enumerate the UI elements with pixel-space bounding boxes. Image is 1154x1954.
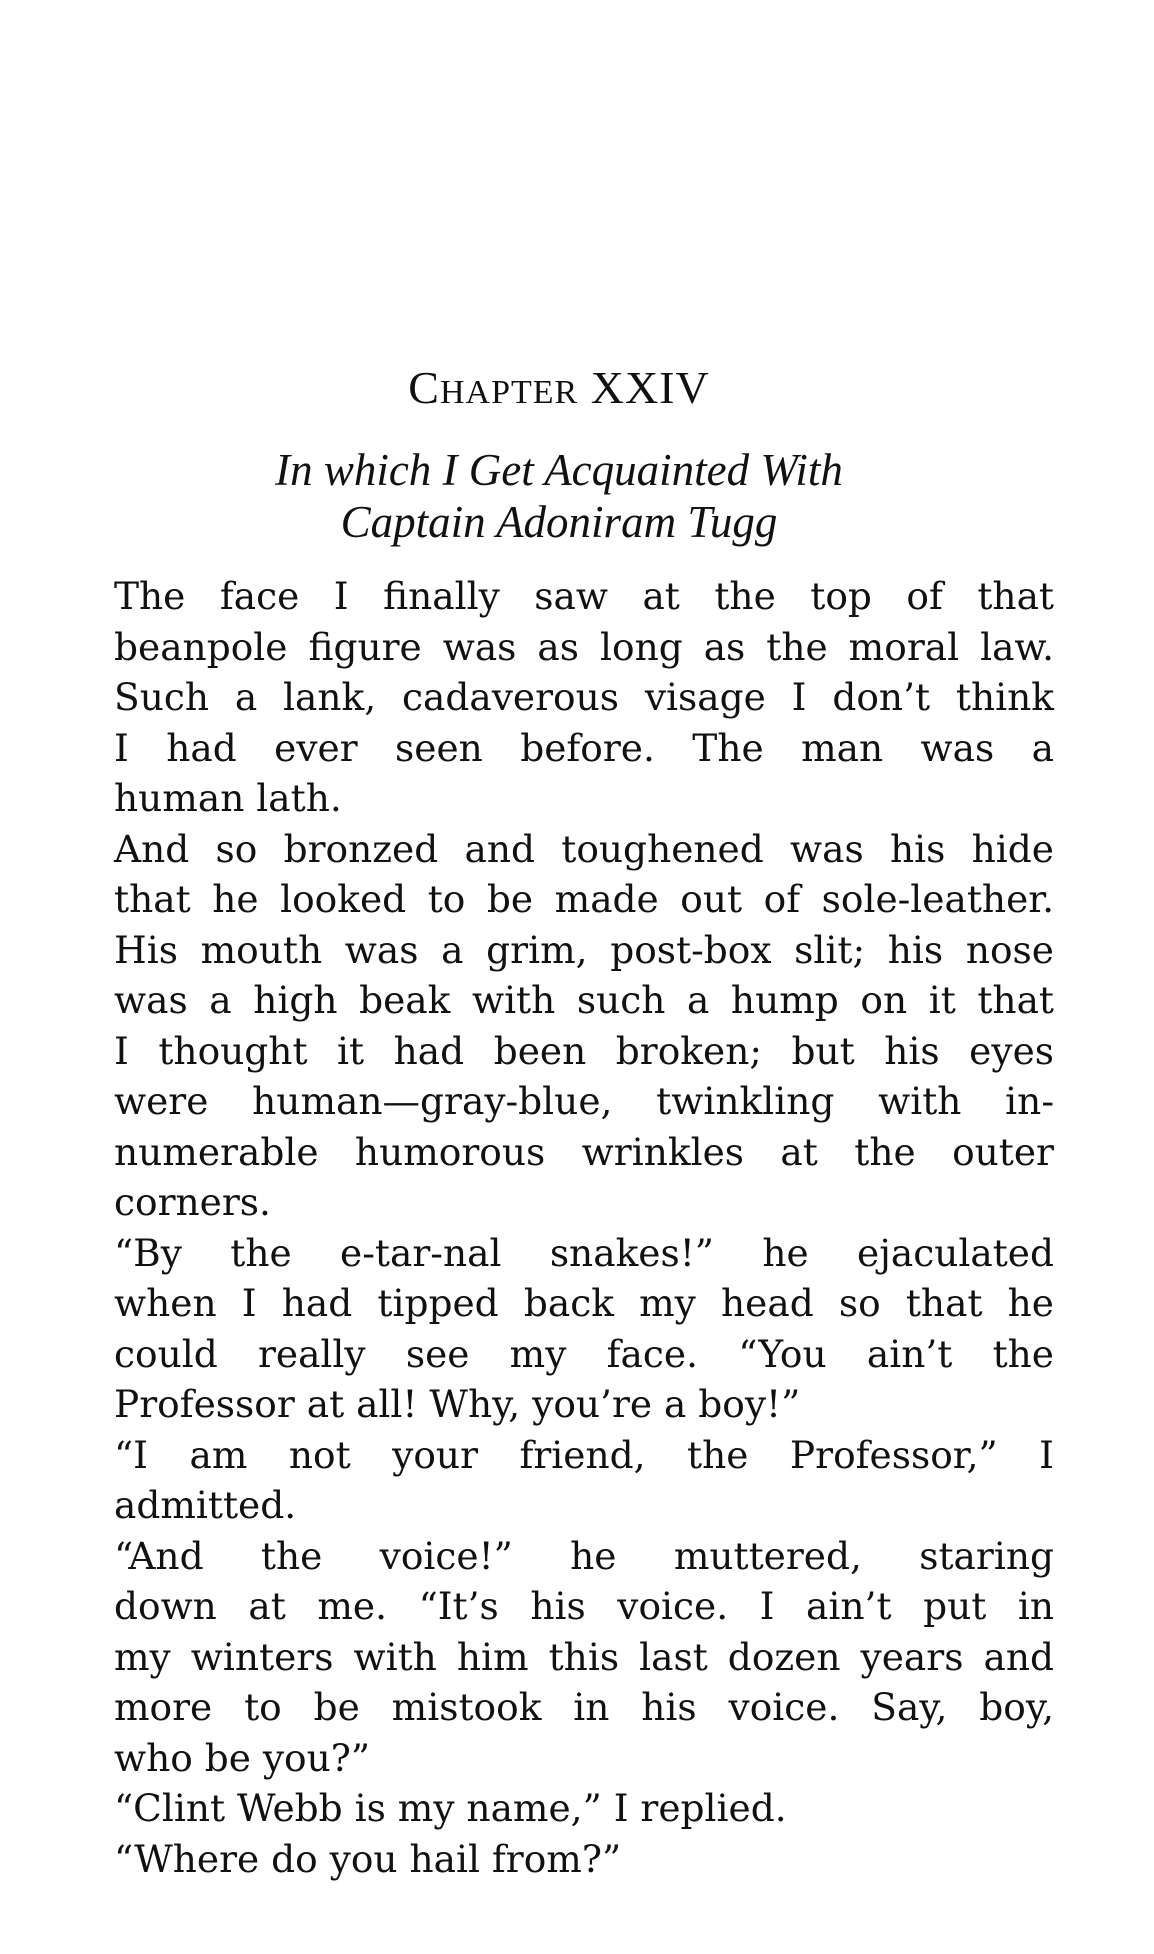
paragraph (64, 824, 1054, 1228)
text-line: that he looked to be made out of sole-leather. (114, 877, 1054, 921)
text-line: admitted. (114, 1483, 297, 1527)
book-page (64, 0, 1054, 1954)
text-line: I thought it had been broken; but his eyes (114, 1028, 1054, 1073)
text-line: was a high beak with such a hump on it that (114, 978, 1054, 1022)
text-line: numerable humorous wrinkles at the outer (114, 1129, 1054, 1174)
paragraph (64, 1430, 1054, 1531)
text-line: His mouth was a grim, post-box slit; his nose (114, 927, 1054, 972)
paragraph (64, 1783, 1054, 1834)
text-line: my winters with him this last dozen years and (114, 1634, 1054, 1679)
chapter-heading-word: HAPTER (439, 374, 579, 411)
text-line: corners. (114, 1180, 271, 1224)
chapter-subtitle-line: Captain Adoniram Tugg (340, 497, 778, 547)
paragraph (64, 571, 1054, 824)
text-line: could really see my face. “You ain’t the (114, 1331, 1054, 1376)
text-line: The face I finally saw at the top of that (114, 574, 1054, 618)
text-line: Such a lank, cadaverous visage I don’t think (114, 675, 1054, 719)
text-line: Professor at all! Why, you’re a boy!” (114, 1382, 801, 1426)
paragraph (64, 1531, 1054, 1784)
paragraph (64, 1834, 1054, 1885)
text-line: “Clint Webb is my name,” I replied. (114, 1786, 787, 1830)
chapter-heading-initial: C (408, 362, 440, 413)
text-line: more to be mistook in his voice. Say, boy, (114, 1685, 1054, 1729)
text-line: I had ever seen before. The man was a (114, 725, 1054, 770)
text-line: down at me. “It’s his voice. I ain’t put in (114, 1584, 1054, 1628)
text-line: who be you?” (114, 1735, 371, 1780)
paragraph (64, 1228, 1054, 1430)
text-line: when I had tipped back my head so that he (114, 1281, 1054, 1325)
text-line: were human—gray-blue, twinkling with in- (114, 1079, 1054, 1123)
text-line: “By the e-tar-nal snakes!” he ejaculated (114, 1230, 1054, 1275)
chapter-body (64, 571, 1054, 1884)
text-line: “I am not your friend, the Professor,” I (114, 1432, 1054, 1477)
text-line: “And the voice!” he muttered, staring (114, 1533, 1054, 1578)
chapter-subtitle-line: In which I Get Acquainted With (275, 445, 843, 495)
chapter-subtitle (64, 444, 1054, 548)
text-line: beanpole figure was as long as the moral law. (114, 624, 1054, 669)
text-line: “Where do you hail from?” (114, 1836, 622, 1881)
text-line: human lath. (114, 776, 342, 820)
chapter-heading (64, 362, 1054, 419)
text-line: And so bronzed and toughened was his hide (114, 826, 1054, 871)
chapter-number: XXIV (590, 362, 710, 413)
